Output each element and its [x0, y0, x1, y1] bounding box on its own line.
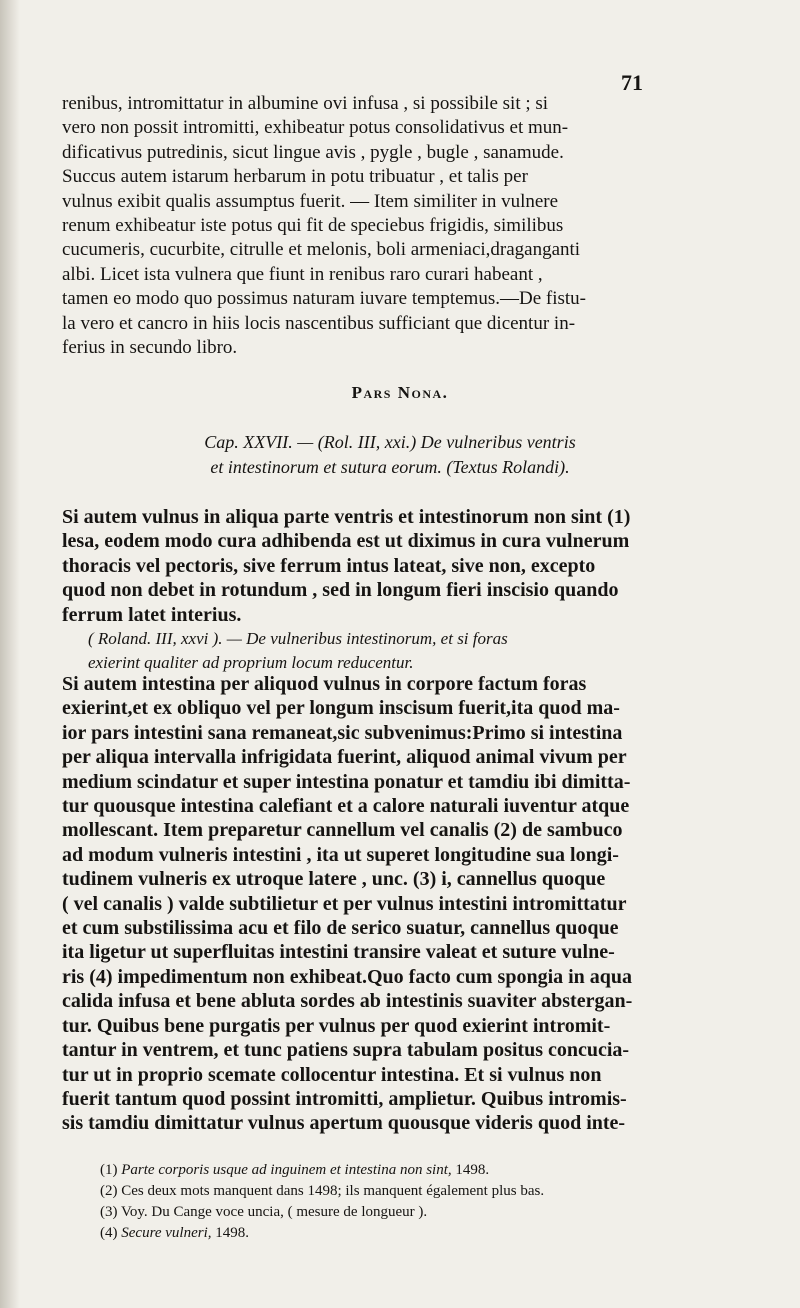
- footnote-marker: (2): [100, 1183, 118, 1199]
- footnote-tail: Ces deux mots manquent dans 1498; ils manquent également plus bas.: [121, 1183, 545, 1199]
- footnote-marker: (1): [100, 1162, 118, 1178]
- text-line: tamen eo modo quo possimus naturam iuvare temptemus.—De fistu-: [62, 288, 586, 310]
- text-line: mollescant. Item preparetur cannellum vel canalis (2) de sambuco: [62, 819, 623, 842]
- footnote-tail: Voy. Du Cange voce uncia, ( mesure de longueur ).: [120, 1204, 428, 1220]
- text-line: exierint,et ex obliquo vel per longum inscisum fuerit,ita quod ma-: [62, 697, 620, 720]
- text-line: renibus, intromittatur in albumine ovi infusa , si possibile sit ; si: [62, 93, 549, 114]
- footnote-tail: 1498.: [451, 1162, 490, 1178]
- text-line: calida infusa et bene abluta sordes ab intestinis suaviter abstergan-: [62, 990, 633, 1013]
- text-line: cucumeris, cucurbite, citrulle et melonis, boli armeniaci,draganganti: [62, 239, 581, 261]
- caption-line: Cap. XXVII. — (Rol. III, xxi.) De vulneribus ventris: [204, 432, 576, 452]
- text-line: medium scindatur et super intestina ponatur et tamdiu ibi dimitta-: [62, 770, 631, 793]
- caption-line: et intestinorum et sutura eorum. (Textus Rolandi).: [210, 457, 570, 477]
- text-line: fuerit tantum quod possint intromitti, amplietur. Quibus intromis-: [62, 1087, 627, 1110]
- text-line: la vero et cancro in hiis locis nascentibus sufficiant que dicentur in-: [62, 312, 576, 334]
- text-line: ad modum vulneris intestini , ita ut superet longitudine sua longi-: [62, 843, 619, 866]
- text-line: thoracis vel pectoris, sive ferrum intus lateat, sive non, excepto: [62, 554, 596, 577]
- text-line: tur ut in proprio scemate collocentur intestina. Et si vulnus non: [62, 1063, 602, 1086]
- footnote-text: Secure vulneri,: [121, 1225, 212, 1241]
- text-line: sis tamdiu dimittatur vulnus apertum quousque videris quod inte-: [62, 1112, 626, 1135]
- footnote-marker: (4): [100, 1225, 118, 1241]
- text-line: ferrum latet interius.: [62, 603, 242, 626]
- page-number: 71: [621, 70, 643, 95]
- text-line: per aliqua intervalla infrigidata fuerint, aliquod animal vivum per: [62, 746, 627, 769]
- footnote-tail: 1498.: [211, 1225, 249, 1241]
- paragraph-1: [62, 92, 682, 360]
- text-line: tudinem vulneris ex utroque latere , unc. (3) i, cannellus quoque: [62, 868, 606, 891]
- chapter-caption: [95, 430, 685, 480]
- text-line: Si autem intestina per aliquod vulnus in corpore factum foras: [62, 673, 587, 695]
- text-line: vero non possit intromitti, exhibeatur potus consolidativus et mun-: [62, 117, 569, 139]
- text-line: tur quousque intestina calefiant et a calore naturali iuventur atque: [62, 795, 630, 818]
- text-line: lesa, eodem modo cura adhibenda est ut diximus in cura vulnerum: [62, 530, 630, 553]
- text-line: ferius in secundo libro.: [62, 337, 238, 359]
- text-line: et cum substilissima acu et filo de serico suatur, cannellus quoque: [62, 917, 619, 940]
- paragraph-3: [62, 672, 682, 1136]
- text-line: ris (4) impedimentum non exhibeat.Quo facto cum spongia in aqua: [62, 965, 633, 988]
- text-line: renum exhibeatur iste potus qui fit de speciebus frigidis, similibus: [62, 215, 564, 237]
- text-line: Succus autem istarum herbarum in potu tribuatur , et talis per: [62, 166, 528, 188]
- text-line: albi. Licet ista vulnera que fiunt in renibus raro curari habeant ,: [62, 263, 543, 285]
- footnote: [100, 1223, 700, 1244]
- text-line: vulnus exibit qualis assumptus fuerit. — Item similiter in vulnere: [62, 190, 559, 212]
- footnote: [100, 1160, 700, 1181]
- section-reference: [88, 627, 688, 675]
- footnote-marker: (3): [100, 1204, 118, 1220]
- text-line: tantur in ventrem, et tunc patiens supra tabulam positus concucia-: [62, 1039, 630, 1062]
- text-line: ita ligetur ut superfluitas intestini transire valeat et suture vulne-: [62, 941, 615, 964]
- reference-line: exierint qualiter ad proprium locum reducentur.: [88, 653, 414, 672]
- section-heading: Pars Nona.: [351, 383, 449, 402]
- footnote: [100, 1181, 700, 1202]
- text-line: Si autem vulnus in aliqua parte ventris et intestinorum non sint (1): [62, 506, 631, 528]
- text-line: dificativus putredinis, sicut lingue avis , pygle , bugle , sanamude.: [62, 141, 564, 163]
- paragraph-2: [62, 505, 682, 627]
- text-line: quod non debet in rotundum , sed in longum fieri inscisio quando: [62, 579, 619, 602]
- page-gutter-shadow: [0, 0, 20, 1308]
- footnote-text: Parte corporis usque ad inguinem et intestina non sint,: [121, 1162, 452, 1178]
- text-line: ( vel canalis ) valde subtilietur et per vulnus intestini intromittatur: [62, 892, 627, 915]
- text-line: tur. Quibus bene purgatis per vulnus per quod exierint intromit-: [62, 1014, 611, 1037]
- footnotes: [100, 1160, 700, 1244]
- footnote: [100, 1202, 700, 1223]
- reference-line: ( Roland. III, xxvi ). — De vulneribus intestinorum, et si foras: [88, 629, 508, 648]
- text-line: ior pars intestini sana remaneat,sic subvenimus:Primo si intestina: [62, 721, 623, 744]
